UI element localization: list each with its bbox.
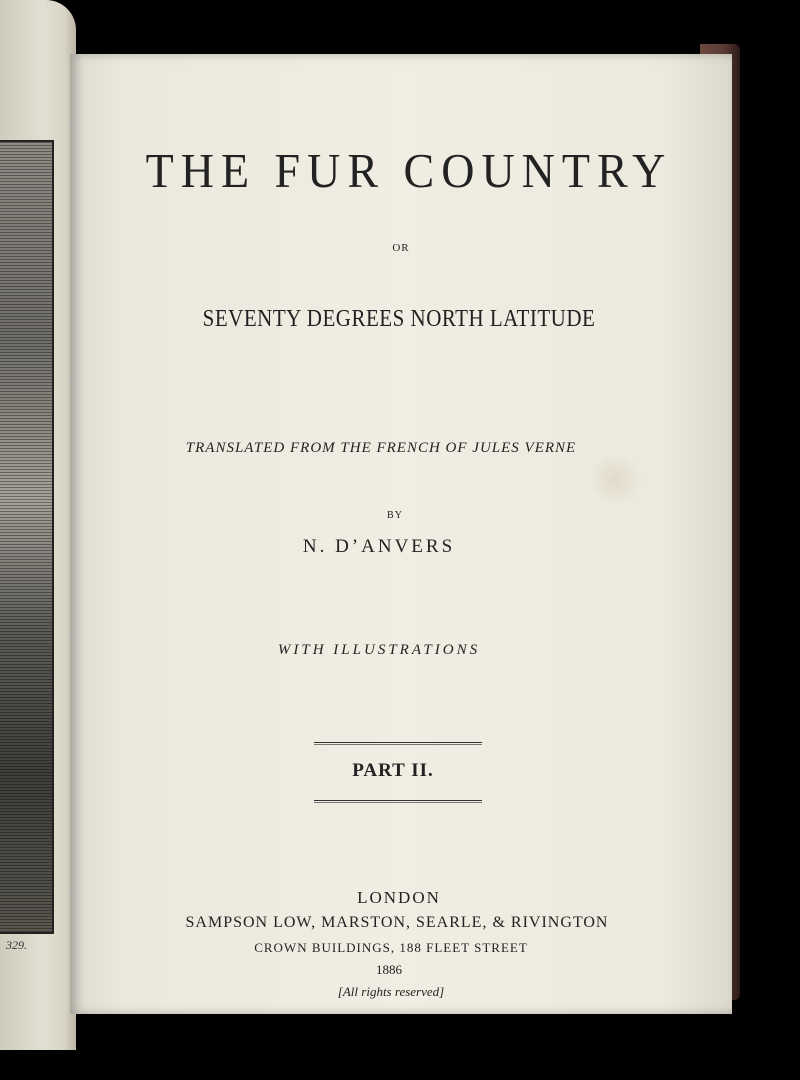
book-title: THE FUR COUNTRY [145,143,673,198]
foxing-stain [585,454,645,504]
engraving-page-number: 329. [6,938,27,952]
illustrations-note: WITH ILLUSTRATIONS [277,642,481,658]
part-label: PART II. [352,760,434,781]
left-facing-page [0,0,76,1050]
publisher-name: SAMPSON LOW, MARSTON, SEARLE, & RIVINGTON [185,914,609,931]
translation-credit: TRANSLATED FROM THE FRENCH OF JULES VERNE [185,440,577,456]
title-page [70,54,732,1014]
publication-city: LONDON [357,888,441,907]
by-label: BY [387,510,403,521]
publisher-address: CROWN BUILDINGS, 188 FLEET STREET [254,940,528,955]
rights-notice: [All rights reserved] [337,984,445,999]
title-conjunction: OR [392,242,410,254]
book-subtitle: SEVENTY DEGREES NORTH LATITUDE [202,304,596,332]
divider-rule-bottom [314,800,482,803]
translator-name: N. D’ANVERS [302,536,456,557]
publication-year: 1886 [376,962,402,977]
divider-rule-top [314,742,482,745]
engraving-illustration [0,140,54,934]
